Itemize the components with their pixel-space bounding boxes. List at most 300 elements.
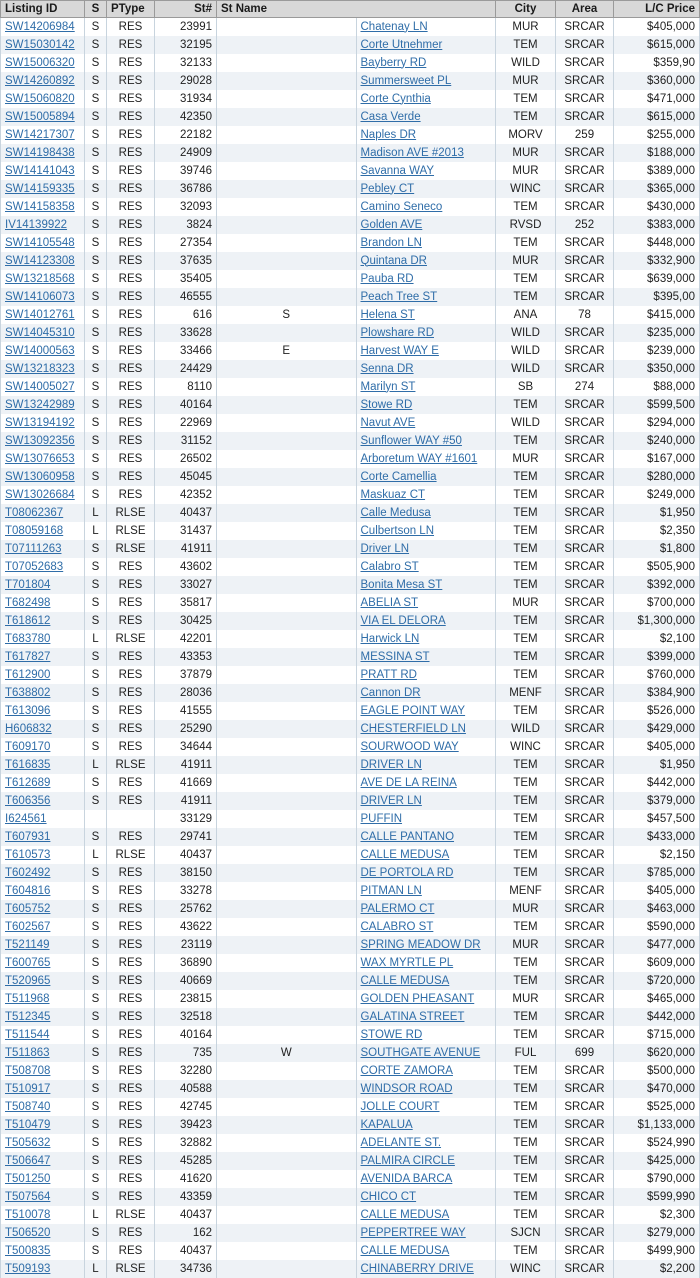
table-row[interactable] (1, 720, 700, 738)
cell-street-name-link[interactable]: CALLE PANTANO (360, 830, 455, 843)
table-row[interactable] (1, 18, 700, 36)
cell-street-name-link[interactable]: SOUTHGATE AVENUE (360, 1046, 481, 1059)
cell-street-name[interactable] (356, 504, 496, 522)
cell-street-name-link[interactable]: CHINABERRY DRIVE (360, 1262, 474, 1275)
cell-listing-id[interactable] (1, 612, 85, 630)
cell-listing-id[interactable] (1, 918, 85, 936)
table-row[interactable] (1, 882, 700, 900)
cell-street-name[interactable] (356, 1224, 496, 1242)
table-row[interactable] (1, 306, 700, 324)
cell-listing-id[interactable] (1, 108, 85, 126)
cell-street-name-link[interactable]: AVENIDA BARCA (360, 1172, 453, 1185)
cell-listing-id[interactable] (1, 36, 85, 54)
cell-street-name[interactable] (356, 612, 496, 630)
cell-listing-id[interactable] (1, 18, 85, 36)
cell-listing-id[interactable] (1, 1260, 85, 1278)
table-row[interactable] (1, 630, 700, 648)
cell-listing-id[interactable] (1, 1188, 85, 1206)
cell-street-name-link[interactable]: Senna DR (360, 362, 414, 375)
cell-street-name-link[interactable]: DRIVER LN (360, 794, 422, 807)
cell-street-name-link[interactable]: Summersweet PL (360, 74, 452, 87)
cell-street-name-link[interactable]: Corte Utnehmer (360, 38, 443, 51)
cell-street-name[interactable] (356, 414, 496, 432)
table-row[interactable] (1, 972, 700, 990)
cell-street-name-link[interactable]: JOLLE COURT (360, 1100, 440, 1113)
table-row[interactable] (1, 612, 700, 630)
cell-listing-id-link[interactable]: T508708 (5, 1064, 51, 1077)
cell-street-name[interactable] (356, 1188, 496, 1206)
cell-street-name[interactable] (356, 702, 496, 720)
table-row[interactable] (1, 162, 700, 180)
table-row[interactable] (1, 108, 700, 126)
cell-street-name-link[interactable]: Sunflower WAY #50 (360, 434, 462, 447)
cell-street-name[interactable] (356, 108, 496, 126)
cell-listing-id[interactable] (1, 1044, 85, 1062)
cell-street-name-link[interactable]: CALLE MEDUSA (360, 1244, 450, 1257)
cell-listing-id-link[interactable]: T612900 (5, 668, 51, 681)
cell-street-name[interactable] (356, 1152, 496, 1170)
cell-listing-id-link[interactable]: T520965 (5, 974, 51, 987)
cell-listing-id-link[interactable]: T606356 (5, 794, 51, 807)
cell-listing-id-link[interactable]: T506520 (5, 1226, 51, 1239)
table-row[interactable] (1, 846, 700, 864)
cell-street-name[interactable] (356, 1044, 496, 1062)
table-row[interactable] (1, 54, 700, 72)
cell-street-name-link[interactable]: GALATINA STREET (360, 1010, 465, 1023)
table-row[interactable] (1, 864, 700, 882)
cell-listing-id-link[interactable]: T605752 (5, 902, 51, 915)
cell-listing-id-link[interactable]: T607931 (5, 830, 51, 843)
cell-listing-id[interactable] (1, 432, 85, 450)
table-row[interactable] (1, 216, 700, 234)
cell-listing-id-link[interactable]: SW15005894 (5, 110, 75, 123)
cell-street-name-link[interactable]: Plowshare RD (360, 326, 434, 339)
cell-listing-id-link[interactable]: T505632 (5, 1136, 51, 1149)
cell-listing-id-link[interactable]: SW15030142 (5, 38, 75, 51)
cell-street-name[interactable] (356, 522, 496, 540)
cell-listing-id[interactable] (1, 828, 85, 846)
column-header-city[interactable]: City (496, 1, 556, 18)
cell-street-name[interactable] (356, 882, 496, 900)
cell-street-name[interactable] (356, 936, 496, 954)
cell-listing-id[interactable] (1, 522, 85, 540)
cell-street-name-link[interactable]: Quintana DR (360, 254, 427, 267)
table-row[interactable] (1, 774, 700, 792)
cell-listing-id[interactable] (1, 90, 85, 108)
cell-street-name[interactable] (356, 684, 496, 702)
cell-street-name-link[interactable]: WINDSOR ROAD (360, 1082, 453, 1095)
table-row[interactable] (1, 558, 700, 576)
cell-listing-id-link[interactable]: SW13218568 (5, 272, 75, 285)
table-row[interactable] (1, 1224, 700, 1242)
cell-street-name-link[interactable]: CALLE MEDUSA (360, 848, 450, 861)
table-row[interactable] (1, 90, 700, 108)
table-row[interactable] (1, 450, 700, 468)
cell-listing-id-link[interactable]: T512345 (5, 1010, 51, 1023)
cell-listing-id-link[interactable]: T511968 (5, 992, 50, 1005)
cell-street-name[interactable] (356, 1134, 496, 1152)
cell-listing-id-link[interactable]: T609170 (5, 740, 51, 753)
cell-listing-id[interactable] (1, 900, 85, 918)
table-row[interactable] (1, 918, 700, 936)
cell-street-name[interactable] (356, 306, 496, 324)
cell-listing-id[interactable] (1, 810, 85, 828)
cell-listing-id[interactable] (1, 378, 85, 396)
table-row[interactable] (1, 792, 700, 810)
cell-listing-id[interactable] (1, 1152, 85, 1170)
cell-street-name[interactable] (356, 324, 496, 342)
cell-street-name-link[interactable]: Marilyn ST (360, 380, 416, 393)
cell-listing-id-link[interactable]: T501250 (5, 1172, 51, 1185)
cell-listing-id-link[interactable]: SW14260892 (5, 74, 75, 87)
cell-street-name-link[interactable]: PRATT RD (360, 668, 417, 681)
cell-listing-id[interactable] (1, 1242, 85, 1260)
table-row[interactable] (1, 936, 700, 954)
cell-listing-id-link[interactable]: T610573 (5, 848, 51, 861)
cell-street-name-link[interactable]: Golden AVE (360, 218, 423, 231)
table-row[interactable] (1, 738, 700, 756)
table-row[interactable] (1, 342, 700, 360)
table-row[interactable] (1, 954, 700, 972)
cell-listing-id[interactable] (1, 1170, 85, 1188)
cell-listing-id[interactable] (1, 396, 85, 414)
cell-listing-id-link[interactable]: SW13218323 (5, 362, 75, 375)
table-row[interactable] (1, 72, 700, 90)
cell-listing-id[interactable] (1, 630, 85, 648)
cell-listing-id[interactable] (1, 1116, 85, 1134)
cell-listing-id[interactable] (1, 1134, 85, 1152)
cell-street-name[interactable] (356, 900, 496, 918)
cell-listing-id-link[interactable]: T508740 (5, 1100, 51, 1113)
cell-street-name[interactable] (356, 162, 496, 180)
cell-street-name[interactable] (356, 432, 496, 450)
cell-listing-id-link[interactable]: T500835 (5, 1244, 51, 1257)
cell-street-name-link[interactable]: PITMAN LN (360, 884, 422, 897)
cell-street-name[interactable] (356, 864, 496, 882)
cell-listing-id[interactable] (1, 1206, 85, 1224)
cell-street-name[interactable] (356, 180, 496, 198)
cell-street-name[interactable] (356, 378, 496, 396)
cell-listing-id-link[interactable]: T612689 (5, 776, 51, 789)
cell-street-name-link[interactable]: AVE DE LA REINA (360, 776, 457, 789)
table-row[interactable] (1, 1260, 700, 1278)
cell-listing-id-link[interactable]: T618612 (5, 614, 51, 627)
cell-listing-id[interactable] (1, 198, 85, 216)
cell-street-name-link[interactable]: VIA EL DELORA (360, 614, 446, 627)
cell-street-name[interactable] (356, 1080, 496, 1098)
cell-listing-id-link[interactable]: SW14123308 (5, 254, 75, 267)
cell-listing-id[interactable] (1, 792, 85, 810)
cell-street-name-link[interactable]: Camino Seneco (360, 200, 443, 213)
table-row[interactable] (1, 648, 700, 666)
cell-listing-id[interactable] (1, 252, 85, 270)
cell-street-name-link[interactable]: Harwick LN (360, 632, 420, 645)
cell-listing-id[interactable] (1, 774, 85, 792)
cell-listing-id[interactable] (1, 972, 85, 990)
cell-listing-id-link[interactable]: SW13194192 (5, 416, 75, 429)
cell-listing-id[interactable] (1, 702, 85, 720)
table-row[interactable] (1, 1170, 700, 1188)
cell-street-name[interactable] (356, 396, 496, 414)
table-row[interactable] (1, 504, 700, 522)
cell-street-name-link[interactable]: Maskuaz CT (360, 488, 426, 501)
cell-street-name[interactable] (356, 774, 496, 792)
table-row[interactable] (1, 396, 700, 414)
table-row[interactable] (1, 990, 700, 1008)
cell-listing-id[interactable] (1, 864, 85, 882)
table-row[interactable] (1, 756, 700, 774)
cell-listing-id[interactable] (1, 486, 85, 504)
table-row[interactable] (1, 288, 700, 306)
cell-listing-id[interactable] (1, 144, 85, 162)
table-row[interactable] (1, 1026, 700, 1044)
cell-street-name[interactable] (356, 252, 496, 270)
cell-listing-id[interactable] (1, 846, 85, 864)
cell-street-name-link[interactable]: Cannon DR (360, 686, 421, 699)
cell-listing-id-link[interactable]: T617827 (5, 650, 51, 663)
cell-street-name[interactable] (356, 846, 496, 864)
cell-street-name-link[interactable]: Culbertson LN (360, 524, 435, 537)
cell-listing-id[interactable] (1, 954, 85, 972)
cell-street-name[interactable] (356, 54, 496, 72)
cell-listing-id-link[interactable]: SW14012761 (5, 308, 75, 321)
table-row[interactable] (1, 522, 700, 540)
cell-street-name[interactable] (356, 234, 496, 252)
table-row[interactable] (1, 360, 700, 378)
cell-listing-id[interactable] (1, 936, 85, 954)
cell-listing-id[interactable] (1, 684, 85, 702)
cell-street-name-link[interactable]: WAX MYRTLE PL (360, 956, 454, 969)
cell-street-name[interactable] (356, 918, 496, 936)
cell-street-name[interactable] (356, 990, 496, 1008)
cell-street-name[interactable] (356, 954, 496, 972)
cell-listing-id[interactable] (1, 756, 85, 774)
cell-listing-id[interactable] (1, 324, 85, 342)
cell-street-name-link[interactable]: GOLDEN PHEASANT (360, 992, 475, 1005)
column-header-lc-price[interactable]: L/C Price (614, 1, 700, 18)
cell-listing-id-link[interactable]: SW15006320 (5, 56, 75, 69)
cell-listing-id[interactable] (1, 216, 85, 234)
cell-listing-id[interactable] (1, 234, 85, 252)
cell-listing-id[interactable] (1, 450, 85, 468)
table-row[interactable] (1, 828, 700, 846)
cell-street-name[interactable] (356, 558, 496, 576)
column-header-listing-id[interactable]: Listing ID (1, 1, 85, 18)
cell-listing-id-link[interactable]: SW15060820 (5, 92, 75, 105)
cell-street-name[interactable] (356, 792, 496, 810)
cell-listing-id[interactable] (1, 1098, 85, 1116)
cell-street-name[interactable] (356, 720, 496, 738)
cell-street-name-link[interactable]: CALLE MEDUSA (360, 1208, 450, 1221)
cell-street-name-link[interactable]: Helena ST (360, 308, 415, 321)
cell-listing-id-link[interactable]: T08059168 (5, 524, 64, 537)
table-row[interactable] (1, 468, 700, 486)
table-row[interactable] (1, 1062, 700, 1080)
cell-listing-id[interactable] (1, 720, 85, 738)
table-row[interactable] (1, 684, 700, 702)
cell-street-name[interactable] (356, 288, 496, 306)
cell-listing-id-link[interactable]: SW14206984 (5, 20, 75, 33)
cell-listing-id[interactable] (1, 360, 85, 378)
cell-street-name[interactable] (356, 486, 496, 504)
table-row[interactable] (1, 252, 700, 270)
table-row[interactable] (1, 198, 700, 216)
cell-street-name-link[interactable]: Naples DR (360, 128, 417, 141)
cell-listing-id[interactable] (1, 540, 85, 558)
cell-listing-id-link[interactable]: T510479 (5, 1118, 51, 1131)
cell-street-name-link[interactable]: KAPALUA (360, 1118, 413, 1131)
cell-listing-id-link[interactable]: SW14159335 (5, 182, 75, 195)
cell-street-name-link[interactable]: DE PORTOLA RD (360, 866, 454, 879)
cell-street-name-link[interactable]: Corte Camellia (360, 470, 437, 483)
cell-listing-id-link[interactable]: T07052683 (5, 560, 64, 573)
table-row[interactable] (1, 1098, 700, 1116)
cell-listing-id[interactable] (1, 882, 85, 900)
cell-listing-id[interactable] (1, 288, 85, 306)
cell-street-name[interactable] (356, 90, 496, 108)
table-row[interactable] (1, 378, 700, 396)
cell-street-name[interactable] (356, 1098, 496, 1116)
table-row[interactable] (1, 1008, 700, 1026)
cell-listing-id-link[interactable]: SW13076653 (5, 452, 75, 465)
column-header-st-name[interactable]: St Name (217, 1, 496, 18)
cell-listing-id-link[interactable]: T511544 (5, 1028, 50, 1041)
cell-listing-id[interactable] (1, 990, 85, 1008)
cell-street-name-link[interactable]: Casa Verde (360, 110, 421, 123)
cell-listing-id-link[interactable]: T510078 (5, 1208, 51, 1221)
cell-street-name[interactable] (356, 1008, 496, 1026)
cell-street-name[interactable] (356, 72, 496, 90)
cell-listing-id[interactable] (1, 666, 85, 684)
table-row[interactable] (1, 1080, 700, 1098)
table-row[interactable] (1, 1242, 700, 1260)
cell-listing-id-link[interactable]: SW13092356 (5, 434, 75, 447)
cell-listing-id-link[interactable]: T638802 (5, 686, 51, 699)
cell-street-name-link[interactable]: MESSINA ST (360, 650, 430, 663)
table-row[interactable] (1, 1134, 700, 1152)
column-header-s[interactable]: S (85, 1, 107, 18)
table-row[interactable] (1, 486, 700, 504)
cell-street-name[interactable] (356, 144, 496, 162)
cell-street-name-link[interactable]: Calabro ST (360, 560, 419, 573)
cell-street-name[interactable] (356, 828, 496, 846)
cell-street-name[interactable] (356, 36, 496, 54)
cell-street-name-link[interactable]: PALERMO CT (360, 902, 435, 915)
cell-listing-id-link[interactable]: SW14106073 (5, 290, 75, 303)
cell-listing-id-link[interactable]: T602567 (5, 920, 51, 933)
table-row[interactable] (1, 180, 700, 198)
cell-listing-id[interactable] (1, 1026, 85, 1044)
table-row[interactable] (1, 1188, 700, 1206)
cell-street-name-link[interactable]: Corte Cynthia (360, 92, 431, 105)
cell-street-name-link[interactable]: SPRING MEADOW DR (360, 938, 481, 951)
cell-street-name[interactable] (356, 126, 496, 144)
cell-listing-id[interactable] (1, 558, 85, 576)
cell-street-name[interactable] (356, 198, 496, 216)
cell-listing-id[interactable] (1, 648, 85, 666)
cell-street-name-link[interactable]: Navut AVE (360, 416, 416, 429)
cell-street-name-link[interactable]: PUFFIN (360, 812, 403, 825)
cell-listing-id[interactable] (1, 594, 85, 612)
cell-listing-id[interactable] (1, 504, 85, 522)
table-row[interactable] (1, 594, 700, 612)
cell-listing-id[interactable] (1, 72, 85, 90)
cell-listing-id-link[interactable]: T683780 (5, 632, 51, 645)
cell-listing-id-link[interactable]: T604816 (5, 884, 51, 897)
cell-listing-id-link[interactable]: SW13026684 (5, 488, 75, 501)
cell-street-name-link[interactable]: CALABRO ST (360, 920, 434, 933)
cell-listing-id-link[interactable]: T506647 (5, 1154, 51, 1167)
cell-listing-id[interactable] (1, 162, 85, 180)
cell-street-name[interactable] (356, 630, 496, 648)
cell-street-name[interactable] (356, 972, 496, 990)
cell-listing-id-link[interactable]: T08062367 (5, 506, 64, 519)
cell-listing-id-link[interactable]: T616835 (5, 758, 51, 771)
cell-street-name[interactable] (356, 1116, 496, 1134)
cell-street-name[interactable] (356, 18, 496, 36)
cell-street-name-link[interactable]: Pauba RD (360, 272, 414, 285)
table-row[interactable] (1, 270, 700, 288)
cell-street-name-link[interactable]: Bayberry RD (360, 56, 427, 69)
cell-street-name[interactable] (356, 648, 496, 666)
cell-street-name[interactable] (356, 360, 496, 378)
cell-street-name-link[interactable]: CALLE MEDUSA (360, 974, 450, 987)
cell-listing-id-link[interactable]: T521149 (5, 938, 50, 951)
cell-street-name-link[interactable]: Stowe RD (360, 398, 413, 411)
cell-street-name[interactable] (356, 666, 496, 684)
cell-listing-id[interactable] (1, 126, 85, 144)
cell-street-name-link[interactable]: ABELIA ST (360, 596, 419, 609)
table-row[interactable] (1, 1116, 700, 1134)
cell-street-name[interactable] (356, 1206, 496, 1224)
cell-listing-id[interactable] (1, 414, 85, 432)
cell-street-name-link[interactable]: Madison AVE #2013 (360, 146, 464, 159)
cell-listing-id-link[interactable]: SW14045310 (5, 326, 75, 339)
cell-street-name[interactable] (356, 810, 496, 828)
cell-street-name[interactable] (356, 540, 496, 558)
cell-street-name[interactable] (356, 576, 496, 594)
cell-street-name[interactable] (356, 756, 496, 774)
cell-street-name[interactable] (356, 342, 496, 360)
table-row[interactable] (1, 900, 700, 918)
column-header-ptype[interactable]: PType (107, 1, 155, 18)
cell-street-name-link[interactable]: DRIVER LN (360, 758, 422, 771)
cell-street-name[interactable] (356, 270, 496, 288)
cell-street-name[interactable] (356, 450, 496, 468)
cell-listing-id[interactable] (1, 1080, 85, 1098)
cell-listing-id-link[interactable]: T600765 (5, 956, 51, 969)
cell-listing-id-link[interactable]: H606832 (5, 722, 52, 735)
table-row[interactable] (1, 36, 700, 54)
table-row[interactable] (1, 234, 700, 252)
cell-listing-id[interactable] (1, 180, 85, 198)
table-row[interactable] (1, 432, 700, 450)
cell-street-name[interactable] (356, 594, 496, 612)
cell-street-name-link[interactable]: CHICO CT (360, 1190, 417, 1203)
cell-listing-id-link[interactable]: SW14005027 (5, 380, 75, 393)
cell-listing-id-link[interactable]: SW14000563 (5, 344, 75, 357)
cell-listing-id-link[interactable]: SW14158358 (5, 200, 75, 213)
cell-listing-id[interactable] (1, 1008, 85, 1026)
cell-listing-id-link[interactable]: SW14141043 (5, 164, 75, 177)
cell-listing-id-link[interactable]: T07111263 (5, 542, 62, 555)
cell-listing-id-link[interactable]: SW13242989 (5, 398, 75, 411)
cell-street-name-link[interactable]: Peach Tree ST (360, 290, 438, 303)
cell-street-name[interactable] (356, 1260, 496, 1278)
cell-listing-id-link[interactable]: SW14198438 (5, 146, 75, 159)
cell-listing-id-link[interactable]: SW14217307 (5, 128, 75, 141)
cell-street-name-link[interactable]: SOURWOOD WAY (360, 740, 459, 753)
